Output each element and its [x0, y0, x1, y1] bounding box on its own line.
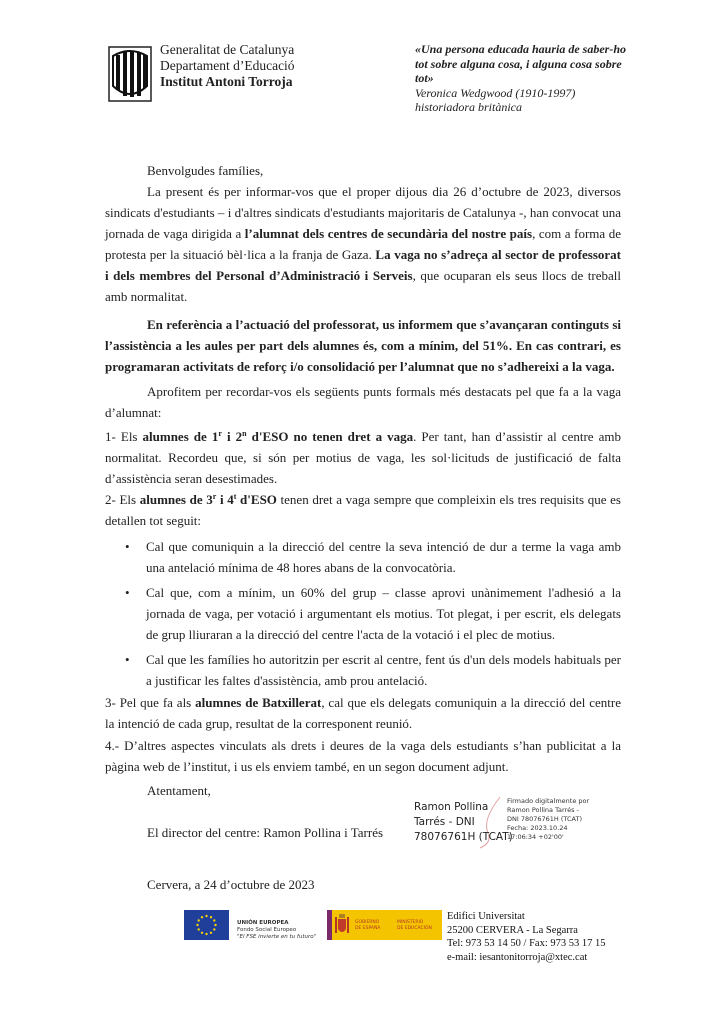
bold-text-segment: n: [242, 429, 247, 438]
bold-text-segment: La vaga no s’adreça al sector de professorat i dels membres del Personal d’Administració i Serveis: [105, 247, 621, 283]
eu-fund-text: [237, 920, 316, 941]
address-line: 25200 CERVERA - La Segarra: [447, 924, 578, 936]
point-3: [105, 692, 621, 734]
paragraph-teachers: [105, 314, 621, 377]
paragraph-intro: [105, 181, 621, 307]
signature-name-line: Ramon Pollina: [414, 801, 489, 813]
quote-author-role: historiadora britànica: [415, 100, 523, 114]
ministry-line: MINISTERIO: [397, 920, 424, 925]
ministry-text: [397, 920, 432, 931]
text-segment: 2- Els: [105, 492, 140, 507]
closing: Atentament,: [147, 783, 211, 798]
requirement-list-item: [125, 582, 621, 645]
eu-line: "El FSE invierte en tu futuro": [237, 934, 317, 940]
signature-meta-line: 17:06:34 +02'00': [507, 833, 564, 841]
eu-flag-logo: [184, 910, 229, 940]
bullet-icon: •: [125, 585, 130, 600]
signature-name-line: Tarrés - DNI: [414, 816, 475, 828]
bold-text-segment: l’alumnat dels centres de secundària del nostre país: [244, 226, 533, 241]
institution-line-department: Departament d’Educació: [160, 58, 295, 73]
requirement-text: Cal que, com a mínim, un 60% del grup – classe aprovi unànimement l'adhesió a la jornada de vaga, per votació i argumentant els motius. Tot plegat, i per escrit, els delegats de grup lliuraran a la direcció del centre l'acta de la votació i el plec de motius.: [146, 585, 621, 642]
institution-line-generalitat: Generalitat de Catalunya: [160, 42, 295, 57]
text-segment: , que ocuparan els seus llocs de treball amb normalitat.: [105, 268, 622, 304]
spain-coat-of-arms-icon: [334, 913, 350, 937]
address-line: Edifici Universitat: [447, 911, 525, 922]
paragraph-reminder: [105, 381, 621, 423]
signature-meta-line: Firmado digitalmente por: [507, 797, 590, 805]
institution-header: [160, 42, 295, 90]
school-address: [447, 910, 606, 964]
bold-text-segment: t: [233, 492, 237, 501]
bullet-icon: •: [125, 539, 130, 554]
bold-text-segment: r: [218, 429, 222, 438]
text-segment: . Per tant, han d’assistir al centre amb normalitat. Recordeu que, si són per motius de vaga, les sol·licituds de justificació de falta d’assistència seran desestimades.: [105, 429, 621, 486]
eu-line: Fondo Social Europeo: [237, 927, 297, 933]
quote-author: Veronica Wedgwood (1910-1997): [415, 85, 576, 100]
bold-text-segment: i 4: [216, 492, 234, 507]
ministry-line: DE EDUCACIÓN: [397, 925, 432, 931]
signature-name-line: 78076761H (TCAT): [414, 831, 513, 843]
place-and-date: Cervera, a 24 d’octubre de 2023: [147, 877, 315, 892]
eu-line: UNIÓN EUROPEA: [237, 920, 289, 926]
bold-text-segment: d'ESO no tenen dret a vaga: [246, 429, 414, 444]
gov-line: GOBIERNO: [355, 920, 380, 925]
text-segment: tenen dret a vaga sempre que compleixin els tres requisits que es detallen tot seguit:: [105, 492, 621, 528]
requirement-list-item: [125, 649, 621, 691]
text-segment: La present és per informar-vos que el proper dijous dia 26 d’octubre de 2023, diversos sindicats d'estudiants – i d'altres sindicats d'estudiants majoritaris de Catalunya -, han convocat una jornada de vaga dirigida a: [105, 184, 621, 241]
bold-text-segment: i 2: [221, 429, 243, 444]
email-line: e-mail: iesantonitorroja@xtec.cat: [447, 951, 588, 963]
text-segment: , cal que els delegats comuniquin a la direcció del centre la intenció de cada grup, resultat de la corresponent reunió.: [105, 695, 621, 731]
quote-text: «Una persona educada hauria de saber-ho tot sobre alguna cosa, i alguna cosa sobre tot»: [415, 42, 627, 85]
signature-meta-line: DNI 78076761H (TCAT): [507, 815, 583, 823]
digital-signature-name: [414, 800, 513, 845]
digital-signature-details: [507, 797, 589, 842]
point-2: [105, 489, 621, 531]
logo-stripe: [327, 910, 332, 940]
generalitat-coat-of-arms-logo: [108, 46, 152, 102]
header-quote: [415, 42, 630, 115]
bold-text-segment: r: [212, 492, 217, 501]
point-4: [105, 735, 621, 777]
text-segment: 4.- D’altres aspectes vinculats als drets i deures de la vaga dels estudiants s’han publicitat a la pàgina web de l’institut, i us els enviem també, en un segon document adjunt.: [105, 738, 621, 774]
point-1: [105, 426, 621, 489]
bold-text-segment: d'ESO: [236, 492, 277, 507]
greeting: Benvolgudes famílies,: [147, 163, 264, 178]
institution-line-school: Institut Antoni Torroja: [160, 74, 293, 89]
text-segment: 3- Pel que fa als: [105, 695, 196, 710]
text-segment: Aprofitem per recordar-vos els següents punts formals més destacats pel que fa a la vaga d’alumnat:: [105, 384, 621, 420]
bold-text-segment: En referència a l’actuació del professorat, us informem que s’avançaran continguts si l’assistència a les aules per part dels alumnes és, com a mínim, del 51%. En cas contrari, es programaran activitats de reforç i/o consolidació per l’alumnat que no s’adhereixi a la vaga.: [105, 317, 621, 374]
gov-line: DE ESPAÑA: [355, 925, 381, 931]
spain-government-logo: [327, 910, 442, 940]
gov-text: [355, 920, 380, 931]
bold-text-segment: alumnes de 1: [142, 429, 219, 444]
text-segment: 1- Els: [105, 429, 143, 444]
signature-meta-line: Ramon Pollina Tarrés -: [507, 806, 579, 814]
director-signature-line: El director del centre: Ramon Pollina i Tarrés: [147, 825, 384, 840]
phone-fax-line: Tel: 973 53 14 50 / Fax: 973 53 17 15: [447, 938, 606, 949]
signature-meta-line: Fecha: 2023.10.24: [507, 824, 568, 832]
bullet-icon: •: [125, 652, 130, 667]
requirement-list-item: [125, 536, 621, 578]
requirement-text: Cal que les famílies ho autoritzin per escrit al centre, fent ús d'un dels models habituals per a justificar les faltes d'assistència, amb prou antelació.: [146, 652, 621, 688]
bold-text-segment: alumnes de Batxillerat: [195, 695, 322, 710]
text-segment: , com a forma de protesta per la situació bèl·lica a la franja de Gaza.: [105, 226, 621, 262]
bold-text-segment: alumnes de 3: [139, 492, 213, 507]
requirement-text: Cal que comuniquin a la direcció del centre la seva intenció de dur a terme la vaga amb una antelació mínima de 48 hores abans de la convocatòria.: [146, 539, 621, 575]
